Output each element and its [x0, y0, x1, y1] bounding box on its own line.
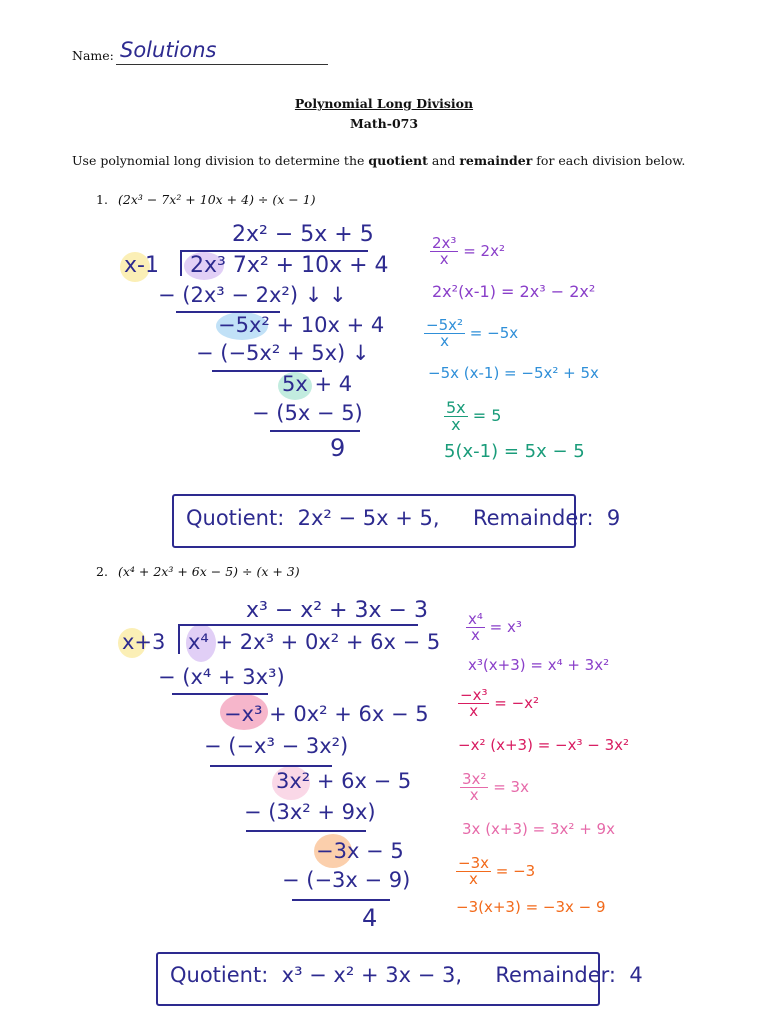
side-multiplication: −x² (x+3) = −x³ − 3x² — [458, 736, 630, 754]
side-division: $\frac{\text{3x²}}{x}$ = 3x — [462, 770, 529, 804]
remainder-value: 4 — [362, 904, 378, 932]
step-line: −3x − 5 — [316, 839, 404, 863]
side-division: $\frac{\text{−5x²}}{x}$ = −5x — [426, 316, 519, 350]
step-line: − (−3x − 9) — [282, 868, 411, 892]
dividend: 2x³ 7x² + 10x + 4 — [190, 253, 389, 278]
remainder-value: 9 — [330, 434, 346, 462]
course-code: Math-073 — [349, 116, 419, 131]
step-line: 3x² + 6x − 5 — [276, 769, 412, 793]
problem-1-number: 1. — [96, 192, 108, 207]
name-label: Name: — [72, 48, 114, 63]
page-title: Polynomial Long Division — [294, 96, 474, 111]
step-line: − (3x² + 9x) — [244, 800, 376, 824]
instructions: Use polynomial long division to determine the quotient and remainder for each division below. — [72, 153, 686, 168]
side-division: $\frac{\text{−x³}}{x}$ = −x² — [460, 686, 540, 720]
answer-text: Quotient: x³ − x² + 3x − 3, Remainder: 4 — [170, 963, 643, 987]
side-multiplication: −5x (x-1) = −5x² + 5x — [428, 364, 599, 382]
answer-text: Quotient: 2x² − 5x + 5, Remainder: 9 — [186, 506, 621, 530]
step-line: −5x² + 10x + 4 — [218, 313, 385, 337]
division-bracket — [178, 624, 180, 654]
subtraction-line — [270, 430, 360, 432]
problem-1-statement: (2x³ − 7x² + 10x + 4) ÷ (x − 1) — [118, 192, 316, 207]
subtraction-line — [246, 830, 366, 832]
side-division: $\frac{-3x}{x}$ = −3 — [458, 854, 536, 888]
quotient-line: 2x² − 5x + 5 — [232, 222, 374, 247]
divisor: x+3 — [122, 630, 166, 654]
name-value: Solutions — [120, 38, 217, 62]
step-line: − (x⁴ + 3x³) — [158, 665, 285, 689]
subtraction-line — [172, 693, 268, 695]
dividend: x⁴ + 2x³ + 0x² + 6x − 5 — [188, 630, 441, 654]
name-underline — [116, 64, 328, 65]
division-bar — [178, 624, 418, 626]
step-line: − (−5x² + 5x) ↓ — [196, 341, 370, 365]
side-division: $\frac{\text{2x³}}{x}$ = 2x² — [432, 234, 505, 268]
side-multiplication: −3(x+3) = −3x − 9 — [456, 898, 606, 916]
side-multiplication: 5(x-1) = 5x − 5 — [444, 441, 585, 462]
side-multiplication: x³(x+3) = x⁴ + 3x² — [468, 656, 610, 674]
problem-2-statement: (x⁴ + 2x³ + 6x − 5) ÷ (x + 3) — [118, 564, 300, 579]
step-line: − (2x³ − 2x²) ↓ ↓ — [158, 283, 347, 307]
side-multiplication: 2x²(x-1) = 2x³ − 2x² — [432, 282, 596, 301]
side-division: $\frac{5x}{x}$ = 5 — [446, 398, 502, 434]
step-line: − (5x − 5) — [252, 401, 363, 425]
problem-2-number: 2. — [96, 564, 108, 579]
division-bracket — [180, 250, 182, 276]
subtraction-line — [292, 899, 390, 901]
subtraction-line — [210, 765, 332, 767]
step-line: − (−x³ − 3x²) — [204, 734, 349, 758]
side-multiplication: 3x (x+3) = 3x² + 9x — [462, 820, 615, 838]
quotient-line: x³ − x² + 3x − 3 — [246, 598, 428, 623]
step-line: 5x + 4 — [282, 372, 353, 396]
step-line: −x³ + 0x² + 6x − 5 — [224, 702, 429, 726]
divisor: x-1 — [124, 253, 159, 278]
division-bar — [180, 250, 368, 252]
side-division: $\frac{\text{x⁴}}{x}$ = x³ — [468, 610, 522, 644]
